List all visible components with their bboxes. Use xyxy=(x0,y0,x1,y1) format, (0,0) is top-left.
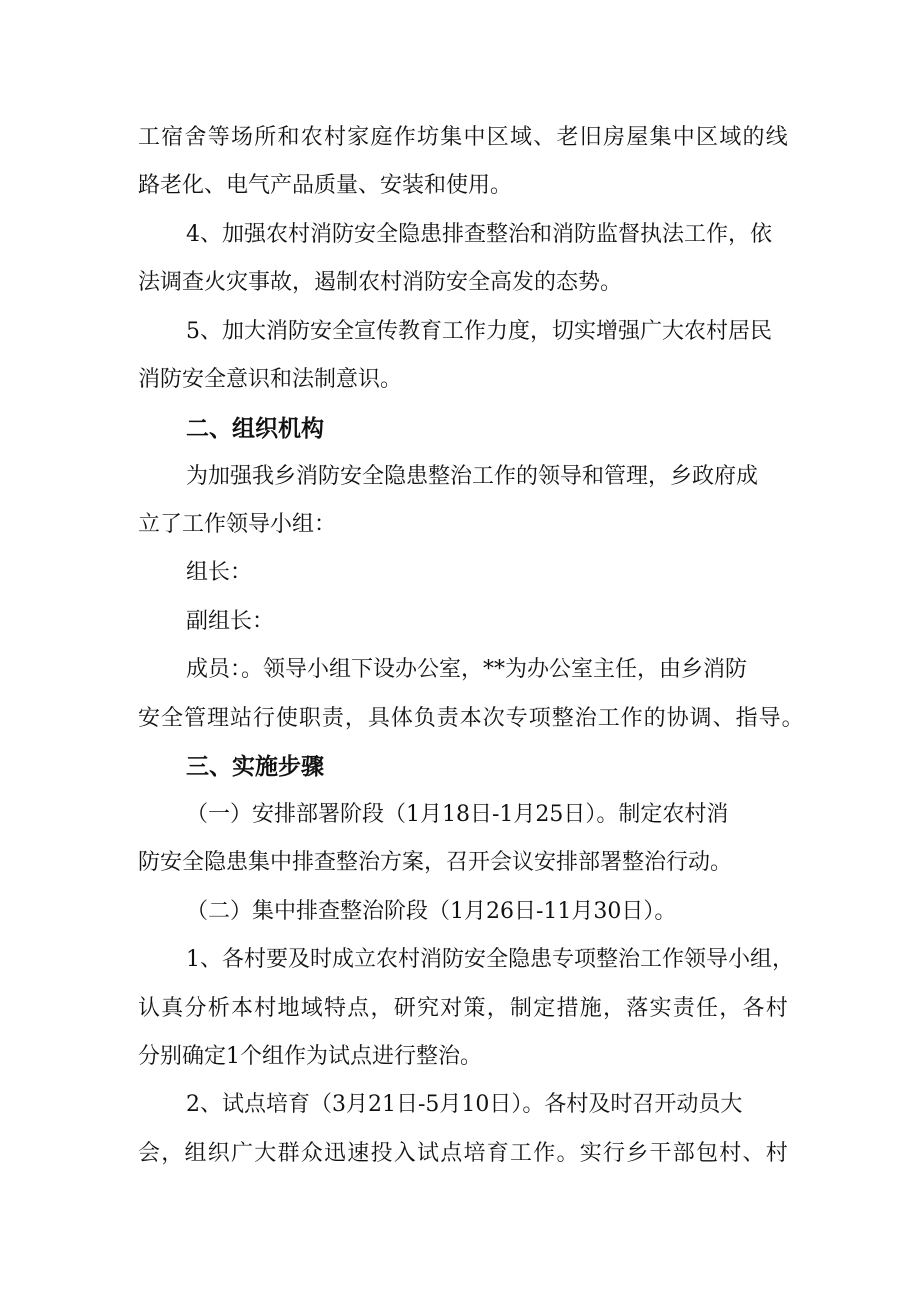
paragraph-line xyxy=(0,118,920,158)
paragraph-line xyxy=(0,360,920,400)
paragraph-line xyxy=(0,263,920,303)
heading-text: 三、实施步骤 xyxy=(186,754,324,780)
section-heading xyxy=(0,409,920,449)
paragraph-line xyxy=(0,795,920,835)
line-text: 4、加强农村消防安全隐患排查整治和消防监督执法工作，依 xyxy=(186,222,772,247)
line-text: 组长： xyxy=(186,560,253,585)
line-text: 1、各村要及时成立农村消防安全隐患专项整治工作领导小组， xyxy=(186,947,794,972)
line-text: 立了工作领导小组： xyxy=(138,512,337,537)
paragraph-line xyxy=(0,166,920,206)
paragraph-line xyxy=(0,457,920,497)
paragraph-line xyxy=(0,989,920,1029)
line-text: 认 真 分 析 本 村 地 域 特 点 ， 研 究 对 策 ， 制 定 措 施 ， 落 实 责 任 ， 各 村 xyxy=(138,996,788,1021)
paragraph-line xyxy=(0,312,920,352)
line-text: （一）安排部署阶段（1月18日-1月25日）。制定农村消 xyxy=(186,802,729,827)
line-text: 副组长： xyxy=(186,609,275,634)
paragraph-line xyxy=(0,843,920,883)
paragraph-line xyxy=(0,699,920,739)
paragraph-line xyxy=(0,1134,920,1174)
line-text: 成员：。领导小组下设办公室，**为办公室主任，由乡消防 xyxy=(186,657,748,682)
line-text: 5、加大消防安全宣传教育工作力度，切实增强广大农村居民 xyxy=(186,319,772,344)
paragraph-line xyxy=(0,1085,920,1125)
line-text: 防安全隐患集中排查整治方案，召开会议安排部署整治行动。 xyxy=(138,850,733,875)
line-text: 分别确定1个组作为试点进行整治。 xyxy=(138,1044,482,1069)
paragraph-line xyxy=(0,650,920,690)
line-text: 会 ， 组 织 广 大 群 众 迅 速 投 入 试 点 培 育 工 作 。 实 行 乡 干 部 包 村 、 村 xyxy=(138,1141,788,1166)
line-text: 消防安全意识和法制意识。 xyxy=(138,367,403,392)
paragraph-line xyxy=(0,215,920,255)
paragraph-line xyxy=(0,505,920,545)
paragraph-line xyxy=(0,602,920,642)
line-text: 工 宿 舍 等 场 所 和 农 村 家 庭 作 坊 集 中 区 域 、 老 旧 房 屋 集 中 区 域 的 线 xyxy=(138,125,788,150)
paragraph-line xyxy=(0,553,920,593)
line-text: 法调查火灾事故，遏制农村消防安全高发的态势。 xyxy=(138,270,623,295)
line-text: 路老化、电气产品质量、安装和使用。 xyxy=(138,173,513,198)
paragraph-line xyxy=(0,892,920,932)
paragraph-line xyxy=(0,940,920,980)
paragraph-line xyxy=(0,1037,920,1077)
line-text: 为加强我乡消防安全隐患整治工作的领导和管理，乡政府成 xyxy=(186,464,759,489)
line-text: 2、试点培育（3月21日-5月10日）。各村及时召开动员大 xyxy=(186,1092,743,1117)
line-text: （二）集中排查整治阶段（1月26日-11月30日）。 xyxy=(186,899,677,924)
heading-text: 二、组织机构 xyxy=(186,416,324,442)
line-text: 安 全 管 理 站 行 使 职 责 ， 具 体 负 责 本 次 专 项 整 治 工 作 的 协 调 、 指 导 。 xyxy=(138,706,804,731)
section-heading xyxy=(0,747,920,787)
